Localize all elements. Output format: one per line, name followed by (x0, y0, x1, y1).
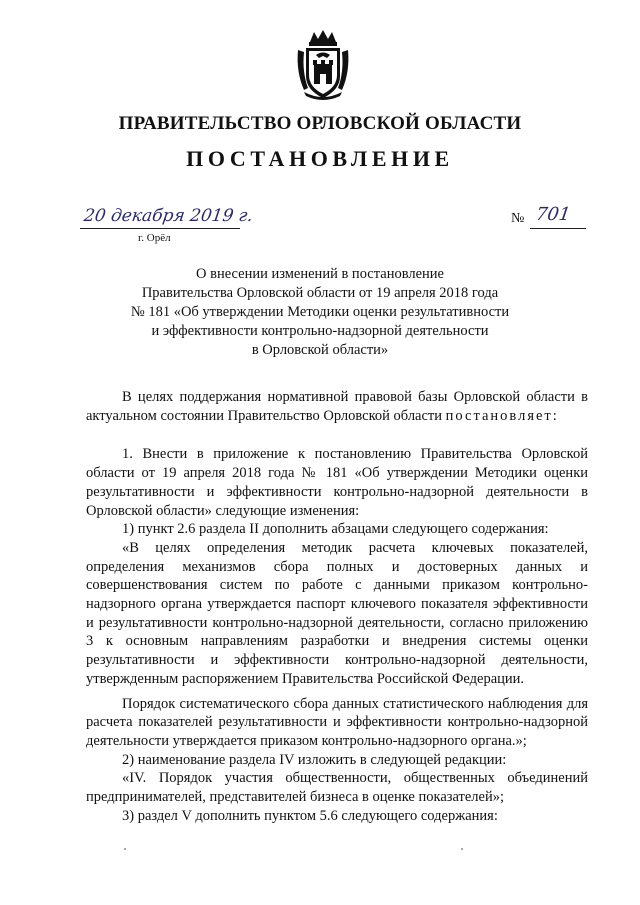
subject-line: Правительства Орловской области от 19 апреля 2018 года (141, 285, 499, 301)
body-paragraph: 1. Внести в приложение к постановлению Правительства Орловской области от 19 апреля 2018 года № 181 «Об утверждении Методики оценки результативности и эффективности контрольно-надзорной деятельности в Орловской области» следующие изменения: (86, 446, 588, 519)
document-body (86, 388, 588, 825)
subject-line: О внесении изменений в постановление (196, 266, 444, 282)
handwritten-number: 701 (534, 204, 572, 225)
number-underline (530, 228, 586, 229)
body-paragraph: 2) наименование раздела IV изложить в следующей редакции: (122, 751, 507, 768)
subject-line: № 181 «Об утверждении Методики оценки результативности (130, 304, 510, 320)
preamble-decree-word: постановляет (445, 407, 553, 424)
preamble-paragraph (86, 388, 588, 425)
body-paragraph: «IV. Порядок участия общественности, общественных объединений предпринимателей, представителей бизнеса в оценке показателей»; (86, 770, 588, 806)
body-paragraph: 1) пункт 2.6 раздела II дополнить абзацами следующего содержания: (122, 521, 549, 538)
subject-line: и эффективности контрольно-надзорной деятельности (151, 323, 489, 339)
document-type-title: ПОСТАНОВЛЕНИЕ (186, 146, 454, 171)
number-label: № (511, 211, 525, 226)
preamble-end: : (552, 407, 557, 424)
body-paragraph: «В целях определения методик расчета ключевых показателей, определения механизмов сбора полных и достоверных данных и совершенствования систем по работе с данными приказом контрольно-надзорного органа утверждается паспорт ключевого показателя эффективности и результативности контрольно-надзорной деятельности, согласно приложению 3 к основным направлениям разработки и внедрения системы оценки результативности и эффективности контрольно-надзорной деятельности, утвержденным распоряжением Правительства Российской Федерации. (86, 539, 588, 687)
preamble-text: В целях поддержания нормативной правовой базы Орловской области в актуальном состоянии Правительство Орловской области (86, 389, 588, 424)
body-paragraph: 3) раздел V дополнить пунктом 5.6 следующего содержания: (122, 807, 498, 824)
city-label: г. Орёл (138, 232, 171, 244)
subject-line: в Орловской области» (251, 342, 389, 358)
date-underline (80, 228, 240, 229)
scan-speck (124, 848, 126, 850)
document-subject (120, 265, 520, 360)
scan-speck (461, 848, 463, 850)
coat-of-arms-icon (294, 28, 352, 102)
handwritten-date: 20 декабря 2019 г. (82, 206, 255, 226)
organization-name: ПРАВИТЕЛЬСТВО ОРЛОВСКОЙ ОБЛАСТИ (118, 113, 522, 134)
body-paragraph: Порядок систематического сбора данных статистического наблюдения для расчета показателей результативности и эффективности контрольно-надзорной деятельности утверждается приказом контрольно-надзорного органа.»; (86, 695, 588, 749)
